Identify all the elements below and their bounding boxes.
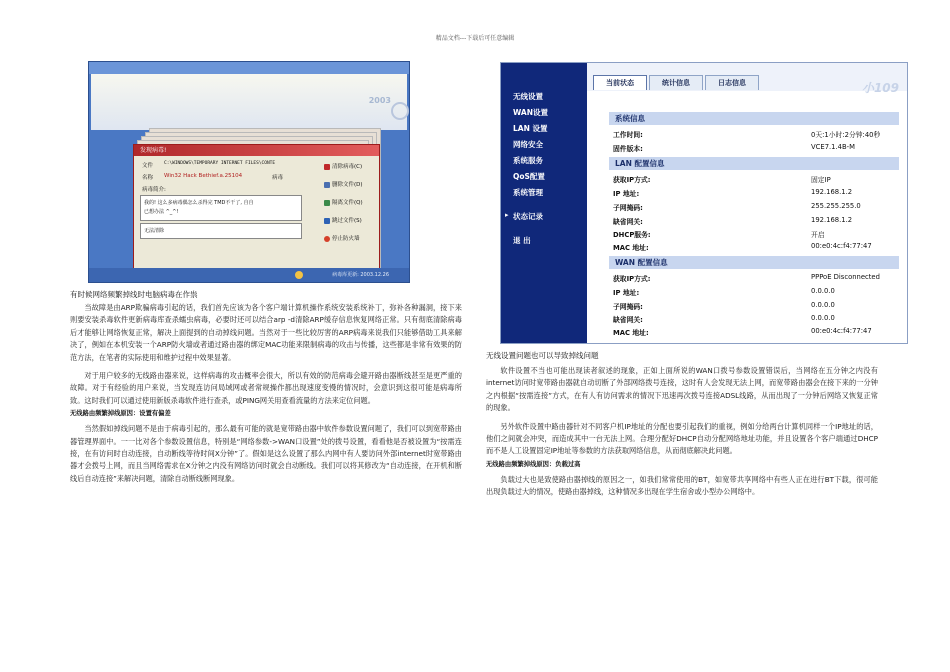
row-label: MAC 地址: xyxy=(613,329,649,337)
result-textbox xyxy=(140,223,302,239)
row-label: 缺省网关: xyxy=(613,218,643,226)
intro-textbox xyxy=(140,195,302,221)
nav-lan[interactable]: LAN 设置 xyxy=(513,124,548,133)
file-label: 文件 xyxy=(142,163,154,169)
row-value: 00:e0:4c:f4:77:47 xyxy=(811,242,872,250)
stop-firewall-button[interactable]: 停止防火墙 xyxy=(324,233,374,245)
clear-virus-button[interactable]: 清除病毒(C) xyxy=(324,161,374,173)
skip-icon xyxy=(324,218,330,224)
row-label: 子网掩码: xyxy=(613,204,643,212)
result-line: 无法清除 xyxy=(144,228,165,234)
file-path: C:\WINDOWS\TEMPORARY INTERNET FILES\CONTE xyxy=(164,161,276,166)
stop-icon xyxy=(324,236,330,242)
name-label: 名称 xyxy=(142,175,154,181)
row-label: MAC 地址: xyxy=(613,244,649,252)
row-label: 工作时间: xyxy=(613,131,643,139)
paragraph: 当然假如掉线问题不是由于病毒引起的，那么最有可能的就是宽带路由器中软件参数设置问题了，我们可以到宽带路由器管理界面中。一一比对各个参数设置信息，特别是“网络参数->WAN口设置”处的拨号设置，看看他是否被设置为“按需连接，在有访问时自动连接，自动断线等待时间X分钟”了。假如是这么设置了那么内网中有人要访问外部internet时宽带路由器才会拨号上网，而且当网络需求在X分钟之内没有网络访问时就会自动断线。我们可以将其修改为“自动连接，在开机和断线后自动连接”来解决问题，清除自动断线断网现象。 xyxy=(70,424,462,483)
dialog-title: 发现病毒! xyxy=(134,145,379,156)
virus-type: 病毒 xyxy=(272,175,284,181)
row-value: PPPoE Disconnected xyxy=(811,273,880,281)
antivirus-screenshot xyxy=(88,61,410,283)
virus-name: Win32 Hack Bethief.a.25104 xyxy=(164,173,243,179)
brand-fragment: 2003 xyxy=(368,96,391,105)
paragraph: 负载过大也是致使路由器掉线的原因之一，如我们常常使用的BT，如宽带共享网络中有些人正在进行BT下载，很可能出现负载过大的情况，使路由器掉线，这种情况多出现在学生宿舍或小型办公网络中。 xyxy=(486,474,878,497)
row-label: 获取IP方式: xyxy=(613,275,651,283)
paragraph: 另外软件设置中路由器针对不同客户机IP地址的分配也要引起我们的重视，例如分给两台计算机同样一个IP地址的话，他们之间就会冲突，而造成其中一台无法上网。合理分配好DHCP自动分配网络地址功能，并且设置各个客户端通过DHCP而不是人工设置固定IP地址等参数的方法获取网络信息，从而彻底解决此问题。 xyxy=(486,421,878,456)
row-label: IP 地址: xyxy=(613,190,640,198)
section-subheading: 无线路由频繁掉线原因：设置有偏差 xyxy=(70,410,171,418)
router-tab-bar xyxy=(587,63,907,95)
page-header-note: 精品文档---下载后可任意编辑 xyxy=(435,35,515,42)
intro-line: 已想办法 ^_^! xyxy=(144,209,179,215)
tab-logs[interactable]: 日志信息 xyxy=(705,75,759,90)
clear-icon xyxy=(324,164,330,170)
row-value: 0天:1小时:2分钟:40秒 xyxy=(811,131,881,139)
left-text-block xyxy=(70,302,462,485)
isolate-file-button[interactable]: 隔离文件(Q) xyxy=(324,197,374,209)
nav-qos[interactable]: QoS配置 xyxy=(513,172,545,181)
row-value: 0.0.0.0 xyxy=(811,287,835,295)
paragraph: 当故障是由ARP欺骗病毒引起的话，我们首先应该为各个客户端计算机操作系统安装系统补丁，弥补各种漏洞，接下来则要安装杀毒软件更新病毒库查杀蠕虫病毒，必要时还可以结合arp -d清除ARP缓存信息恢复网络正常。只有彻底清除病毒后才能够让网络恢复正常，解决上面提到的自动掉线问题。当然对于一些比较厉害的ARP病毒来说我们只能够借助工具来解决了，例如在本机安装一个ARP防火墙或者通过路由器的绑定MAC功能来限制病毒的攻击与传播，这些都是非常有效果的防范方法，在笔者的实际使用和维护过程中效果显著。 xyxy=(70,303,462,362)
row-label: 获取IP方式: xyxy=(613,176,651,184)
right-figure-caption: 无线设置问题也可以导致掉线问题 xyxy=(486,351,599,360)
row-label: 子网掩码: xyxy=(613,303,643,311)
row-value: 255.255.255.0 xyxy=(811,202,861,210)
intro-line: 我的! 这么多病毒偶怎么杀得完 TMD不干了, 自自 xyxy=(144,200,254,206)
tab-current-status[interactable]: 当前状态 xyxy=(593,75,647,90)
section-header-lan: LAN 配置信息 xyxy=(609,157,899,170)
row-value: 192.168.1.2 xyxy=(811,216,853,224)
status-text: 病毒库更新: 2003.12.26 xyxy=(332,272,389,278)
delete-file-button[interactable]: 删除文件(D) xyxy=(324,179,374,191)
logo-swirl-icon xyxy=(391,102,409,120)
nav-services[interactable]: 系统服务 xyxy=(513,156,543,165)
section-header-wan: WAN 配置信息 xyxy=(609,256,899,269)
paragraph: 软件设置不当也可能出现读者叙述的现象，正如上面所说的WAN口拨号参数设置错误后，当网络在五分钟之内没有internet访问时宽带路由器就自动切断了外部网络拨号连接，这时有人会发现无法上网，而宽带路由器会在接下来的一分钟之内根据“按需连接”方式，在有人有访问需求的情况下迅速再次拨号连接ADSL线路，从而出现了一分钟后网络又恢复正常的现象。 xyxy=(486,366,878,413)
delete-icon xyxy=(324,182,330,188)
left-figure-caption: 有时候网络频繁掉线时电脑病毒在作祟 xyxy=(70,290,198,299)
nav-wireless[interactable]: 无线设置 xyxy=(513,92,543,101)
router-sidebar xyxy=(501,63,587,343)
intro-label: 病毒简介: xyxy=(142,187,166,193)
right-text-block xyxy=(486,365,878,499)
row-label: 固件版本: xyxy=(613,145,643,153)
section-header-system: 系统信息 xyxy=(609,112,899,125)
paragraph: 对于用户较多的无线路由器来说，这样病毒的攻击概率会很大，所以有效的防范病毒会避开路由器断线甚至是更严重的故障。对于有经验的用户来说，当发现连访问局域网或者常规操作都出现速度变慢的情况时，会意识到这很可能是病毒所致。这时我们可以通过使用新版杀毒软件进行查杀，或PING网关用查看流量的方法来定位问题。 xyxy=(70,371,462,405)
window-titlebar xyxy=(89,62,409,74)
nav-wan[interactable]: WAN设置 xyxy=(513,108,549,117)
active-arrow-icon: ▸ xyxy=(505,211,509,219)
nav-admin[interactable]: 系统管理 xyxy=(513,188,543,197)
row-value: 192.168.1.2 xyxy=(811,188,853,196)
row-label: 缺省网关: xyxy=(613,316,643,324)
nav-status[interactable]: ▸ 状态记录 xyxy=(505,211,543,221)
nav-security[interactable]: 网络安全 xyxy=(513,140,543,149)
tab-statistics[interactable]: 统计信息 xyxy=(649,75,703,90)
skip-file-button[interactable]: 跳过文件(S) xyxy=(324,215,374,227)
antivirus-banner xyxy=(91,74,407,130)
virus-alert-dialog xyxy=(133,144,380,272)
watermark: 小109 xyxy=(861,81,899,95)
row-value: 0.0.0.0 xyxy=(811,314,835,322)
router-status-screenshot xyxy=(500,62,908,344)
row-value: 开启 xyxy=(811,231,825,239)
status-icon xyxy=(295,271,303,279)
status-bar xyxy=(89,268,409,282)
row-value: 0.0.0.0 xyxy=(811,301,835,309)
nav-logout[interactable]: 退 出 xyxy=(513,236,531,245)
row-value: 固定IP xyxy=(811,176,831,184)
row-value: VCE7.1.4B-M xyxy=(811,143,855,151)
isolate-icon xyxy=(324,200,330,206)
section-subheading: 无线路由频繁掉线原因：负载过高 xyxy=(486,460,581,468)
row-value: 00:e0:4c:f4:77:47 xyxy=(811,327,872,335)
row-label: IP 地址: xyxy=(613,289,640,297)
row-label: DHCP服务: xyxy=(613,231,651,239)
